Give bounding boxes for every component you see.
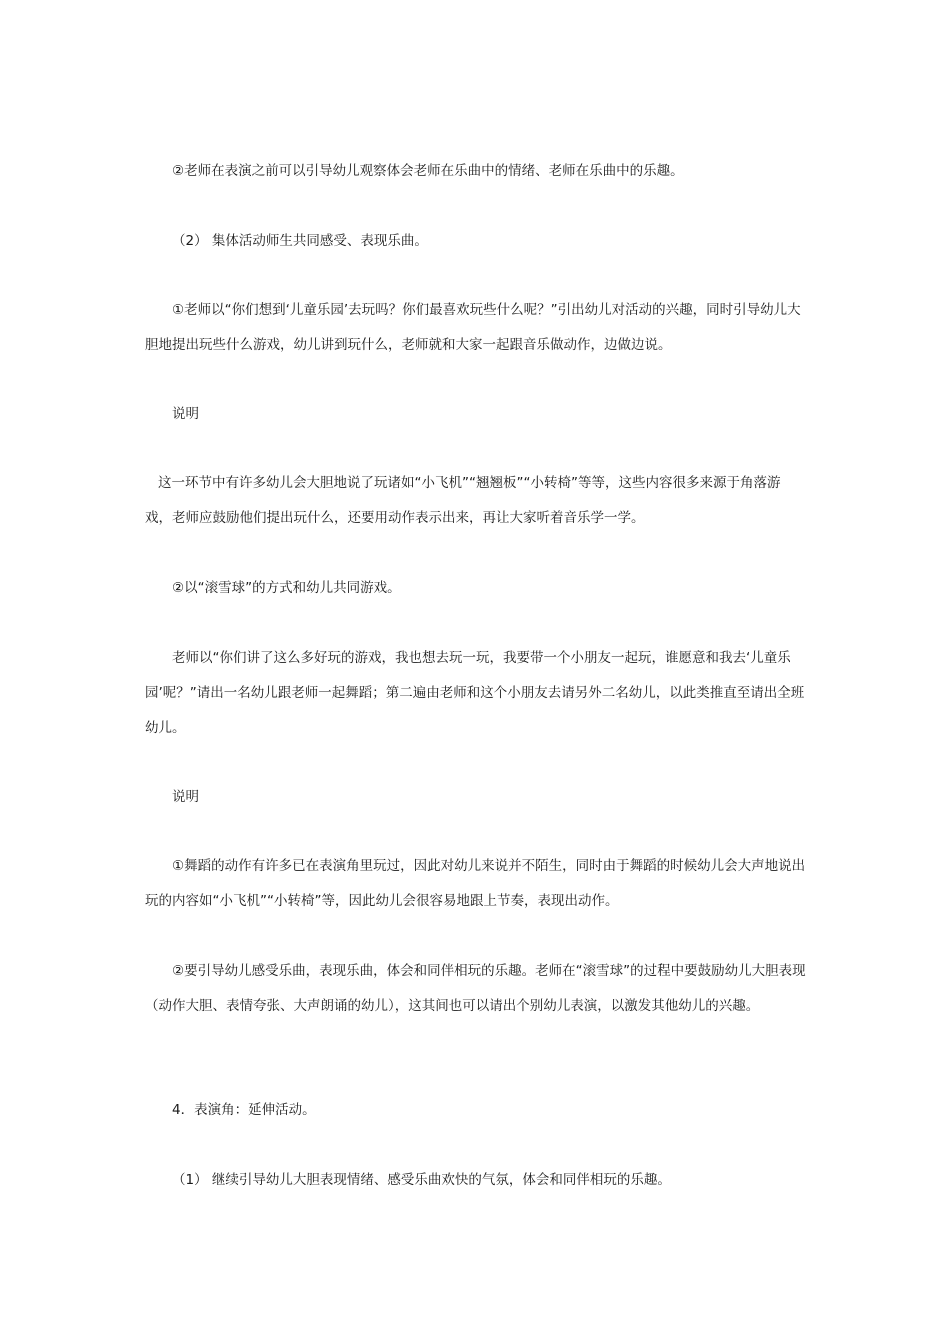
paragraph-section-4-heading: 4．表演角：延伸活动。 bbox=[172, 1102, 316, 1118]
paragraph-note-label-1: 说明 bbox=[172, 406, 199, 422]
paragraph-snowball-game: ②以“滚雪球”的方式和幼儿共同游戏。 bbox=[172, 580, 401, 596]
paragraph-teacher-dance: 老师以“你们讲了这么多好玩的游戏，我也想去玩一玩，我要带一个小朋友一起玩，谁愿意和我去‘儿童乐园’呢？”请出一名幼儿跟老师一起舞蹈；第二遍由老师和这个小朋友去请另外二名幼儿，以此类推直至请出全班幼儿。 bbox=[145, 650, 805, 736]
paragraph-note-body-2a: ①舞蹈的动作有许多已在表演角里玩过，因此对幼儿来说并不陌生，同时由于舞蹈的时候幼儿会大声地说出玩的内容如“小飞机”“小转椅”等，因此幼儿会很容易地跟上节奏，表现出动作。 bbox=[145, 858, 806, 909]
paragraph-teacher-guidance: ②老师在表演之前可以引导幼儿观察体会老师在乐曲中的情绪、老师在乐曲中的乐趣。 bbox=[172, 163, 684, 179]
paragraph-note-body-2b: ②要引导幼儿感受乐曲，表现乐曲，体会和同伴相玩的乐趣。老师在“滚雪球”的过程中要鼓励幼儿大胆表现（动作大胆、表情夸张、大声朗诵的幼儿），这其间也可以请出个别幼儿表演，以激发其他幼儿的兴趣。 bbox=[145, 963, 806, 1014]
paragraph-children-park-question: ①老师以“你们想到‘儿童乐园’去玩吗？你们最喜欢玩些什么呢？”引出幼儿对活动的兴趣，同时引导幼儿大胆地提出玩些什么游戏，幼儿讲到玩什么，老师就和大家一起跟音乐做动作，边做边说。 bbox=[145, 302, 801, 353]
paragraph-note-label-2: 说明 bbox=[172, 789, 199, 805]
paragraph-extension-activity: （1） 继续引导幼儿大胆表现情绪、感受乐曲欢快的气氛，体会和同伴相玩的乐趣。 bbox=[172, 1172, 671, 1188]
paragraph-section-2-heading: （2） 集体活动师生共同感受、表现乐曲。 bbox=[172, 233, 428, 249]
paragraph-note-body-1: 这一环节中有许多幼儿会大胆地说了玩诸如“小飞机”“翘翘板”“小转椅”等等，这些内容很多来源于角落游戏，老师应鼓励他们提出玩什么，还要用动作表示出来，再让大家听着音乐学一学。 bbox=[145, 475, 781, 526]
